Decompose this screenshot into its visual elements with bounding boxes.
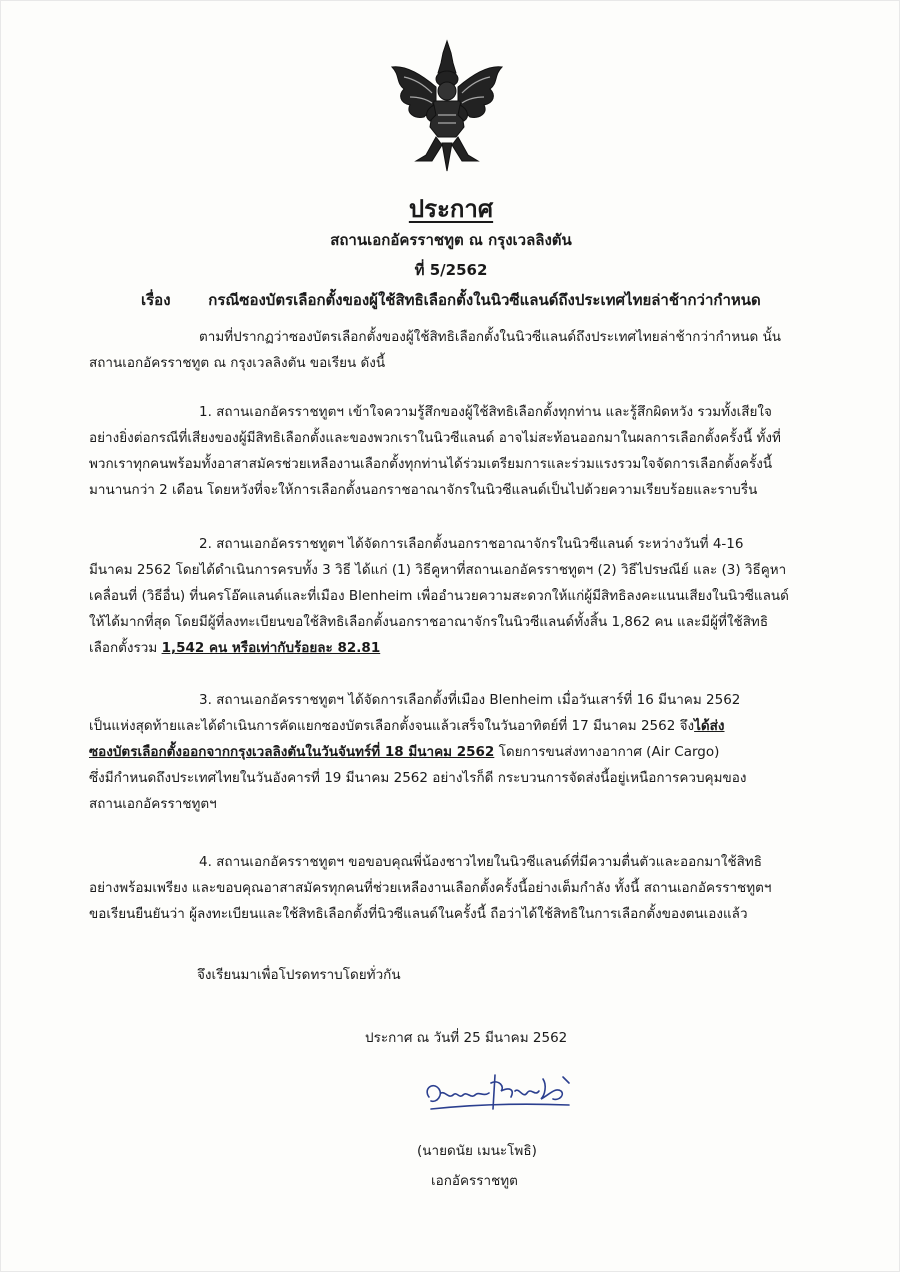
item-4-paragraph (89, 849, 819, 927)
item-1-paragraph (89, 399, 819, 503)
item-4-line: อย่างพร้อมเพรียง และขอบคุณอาสาสมัครทุกคนที่ช่วยเหลืองานเลือกตั้งครั้งนี้อย่างเต็มกำลัง ทั้งนี้ สถานเอกอัครราชทูตฯ (89, 880, 772, 896)
item-4-line: 4. สถานเอกอัครราชทูตฯ ขอขอบคุณพี่น้องชาวไทยในนิวซีแลนด์ที่มีความตื่นตัวและออกมาใช้สิทธิ (199, 854, 762, 870)
voter-turnout-highlight: 1,542 คน หรือเท่ากับร้อยละ 82.81 (161, 640, 381, 656)
item-1-line: อย่างยิ่งต่อกรณีที่เสียงของผู้มีสิทธิเลือกตั้งและของพวกเราในนิวซีแลนด์ อาจไม่สะท้อนออกมาในผลการเลือกตั้งครั้งนี้ ทั้งที่ (89, 430, 781, 446)
closing-text: จึงเรียนมาเพื่อโปรดทราบโดยทั่วกัน (197, 967, 401, 983)
announcement-date: ประกาศ ณ วันที่ 25 มีนาคม 2562 (365, 1030, 568, 1046)
item-1-line: พวกเราทุกคนพร้อมทั้งอาสาสมัครช่วยเหลืองานเลือกตั้งทุกท่านได้ร่วมเตรียมการและร่วมแรงรวมใจจัดการเลือกตั้งครั้งนี้ (89, 456, 773, 472)
signer-name: (นายดนัย เมนะโพธิ) (417, 1143, 537, 1159)
item-3-paragraph (89, 687, 819, 817)
item-3-line: สถานเอกอัครราชทูตฯ (89, 796, 217, 812)
intro-paragraph (89, 324, 819, 376)
item-4-line: ขอเรียนยืนยันว่า ผู้ลงทะเบียนและใช้สิทธิเลือกตั้งที่นิวซีแลนด์ในครั้งนี้ ถือว่าได้ใช้สิทธิในการเลือกตั้งของตนเองแล้ว (89, 906, 748, 922)
intro-line: ตามที่ปรากฏว่าซองบัตรเลือกตั้งของผู้ใช้สิทธิเลือกตั้งในนิวซีแลนด์ถึงประเทศไทยล่าช้ากว่ากำหนด นั้น (199, 329, 782, 345)
announcement-number: ที่ 5/2562 (414, 261, 488, 279)
item-2-line: 2. สถานเอกอัครราชทูตฯ ได้จัดการเลือกตั้งนอกราชอาณาจักรในนิวซีแลนด์ ระหว่างวันที่ 4-16 (199, 536, 744, 552)
intro-line: สถานเอกอัครราชทูต ณ กรุงเวลลิงตัน ขอเรียน ดังนี้ (89, 355, 386, 371)
shipment-highlight-date: ซองบัตรเลือกตั้งออกจากกรุงเวลลิงตันในวันจันทร์ที่ 18 มีนาคม 2562 (89, 744, 495, 760)
item-3-line: ซึ่งมีกำหนดถึงประเทศไทยในวันอังคารที่ 19 มีนาคม 2562 อย่างไรก็ดี กระบวนการจัดส่งนี้อยู่เหนือการควบคุมของ (89, 770, 747, 786)
item-3-line (89, 713, 819, 739)
item-2-line: มีนาคม 2562 โดยได้ดำเนินการครบทั้ง 3 วิธี ได้แก่ (1) วิธีคูหาที่สถานเอกอัครราชทูตฯ (2) วิธีไปรษณีย์ และ (3) วิธีคูหา (89, 562, 787, 578)
item-3-line: 3. สถานเอกอัครราชทูตฯ ได้จัดการเลือกตั้งที่เมือง Blenheim เมื่อวันเสาร์ที่ 16 มีนาคม 2562 (199, 692, 741, 708)
subject-label: เรื่อง (141, 291, 171, 309)
item-2-last-prefix: เลือกตั้งรวม (89, 640, 162, 656)
item-2-last-line (89, 635, 819, 661)
item-3-line3-suffix: โดยการขนส่งทางอากาศ (Air Cargo) (494, 744, 720, 760)
subject-line (141, 288, 761, 312)
item-2-paragraph (89, 531, 819, 661)
item-2-line: ให้ได้มากที่สุด โดยมีผู้ที่ลงทะเบียนขอใช้สิทธิเลือกตั้งนอกราชอาณาจักรในนิวซีแลนด์ทั้งสิ้น 1,862 คน และมีผู้ที่ใช้สิทธิ (89, 614, 769, 630)
signer-title: เอกอัครราชทูต (431, 1173, 518, 1189)
item-1-line: มานานกว่า 2 เดือน โดยหวังที่จะให้การเลือกตั้งนอกราชอาณาจักรในนิวซีแลนด์เป็นไปด้วยความเรียบร้อยและราบรื่น (89, 482, 758, 498)
item-2-line: เคลื่อนที่ (วิธีอื่น) ที่นครโอ๊คแลนด์และที่เมือง Blenheim เพื่ออำนวยความสะดวกให้แก่ผู้มีสิทธิลงคะแนนเสียงในนิวซีแลนด์ (89, 588, 789, 604)
item-3-line2-prefix: เป็นแห่งสุดท้ายและได้ดำเนินการคัดแยกซองบัตรเลือกตั้งจนแล้วเสร็จในวันอาทิตย์ที่ 17 มีนาคม 2562 จึง (89, 718, 695, 734)
item-3-line (89, 739, 819, 765)
announcement-title: ประกาศ (408, 195, 494, 223)
item-1-line: 1. สถานเอกอัครราชทูตฯ เข้าใจความรู้สึกของผู้ใช้สิทธิเลือกตั้งทุกท่าน และรู้สึกผิดหวัง รวมทั้งเสียใจ (199, 404, 772, 420)
shipment-highlight-start: ได้ส่ง (694, 718, 725, 734)
garuda-emblem-icon (386, 39, 508, 173)
subject-text: กรณีซองบัตรเลือกตั้งของผู้ใช้สิทธิเลือกตั้งในนิวซีแลนด์ถึงประเทศไทยล่าช้ากว่ากำหนด (208, 291, 761, 309)
handwritten-signature-icon (419, 1069, 579, 1119)
issuer-name: สถานเอกอัครราชทูต ณ กรุงเวลลิงตัน (330, 231, 572, 249)
